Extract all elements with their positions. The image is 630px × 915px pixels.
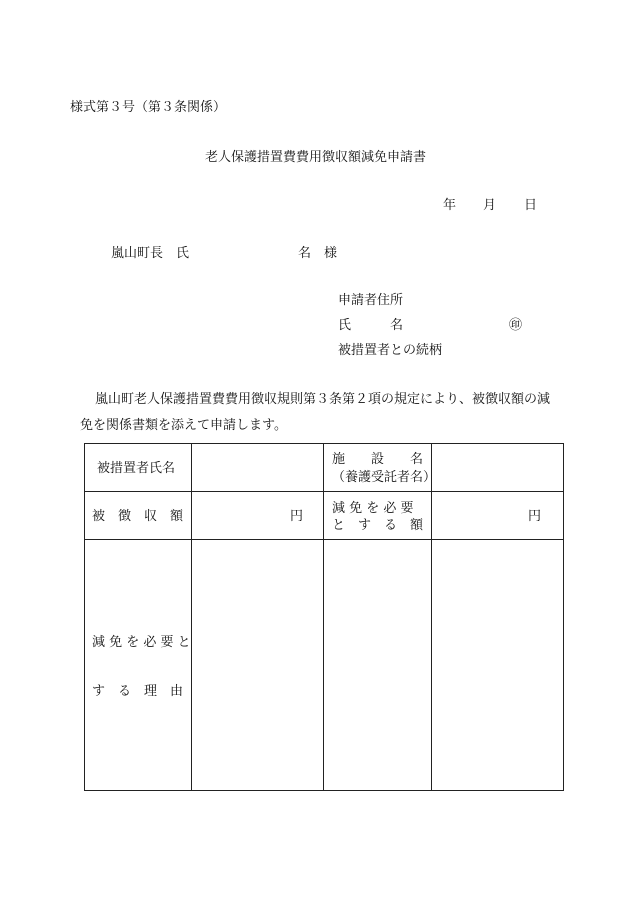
table-border-left [84, 443, 85, 791]
table-row-divider [84, 491, 564, 492]
collected-amount-yen-unit: 円 [290, 509, 304, 524]
addressee-suffix: 名 様 [298, 246, 338, 261]
facility-name-label: 施 設 名 [332, 452, 424, 467]
table-row-divider [84, 539, 564, 540]
body-paragraph-line-1: 嵐山町老人保護措置費費用徴収規則第３条第２項の規定により、被徴収額の減 [95, 392, 551, 407]
addressee-name: 嵐山町長 氏 [111, 246, 190, 261]
table-border-top [84, 443, 564, 444]
applicant-relation-label: 被措置者との続柄 [338, 343, 443, 358]
table-col-divider [191, 443, 192, 791]
seal-mark: ㊞ [509, 318, 523, 333]
table-border-right [563, 443, 564, 791]
date-day-label: 日 [524, 198, 538, 213]
reason-label: 減 免 を 必 要 と [92, 635, 191, 650]
applicant-name-label: 氏 名 [338, 318, 404, 333]
reduction-amount-label-line-2: と す る 額 [332, 518, 424, 533]
reduction-amount-yen-unit: 円 [528, 509, 542, 524]
table-col-divider [431, 443, 432, 791]
collected-amount-label: 被 徴 収 額 [92, 509, 184, 524]
table-border-bottom [84, 790, 564, 791]
document-title: 老人保護措置費費用徴収額減免申請書 [205, 150, 427, 165]
applicant-address-label: 申請者住所 [338, 293, 404, 308]
facility-name-sublabel: （養護受託者名） [332, 470, 437, 485]
form-number: 様式第３号（第３条関係） [70, 100, 227, 115]
table-col-divider [323, 443, 324, 791]
reduction-amount-label: 減 免 を 必 要 [332, 501, 414, 516]
person-name-label: 被措置者氏名 [97, 461, 176, 476]
body-paragraph-line-2: 免を関係書類を添えて申請します。 [80, 418, 287, 433]
reason-label-line-2: す る 理 由 [92, 684, 184, 699]
date-year-label: 年 [443, 198, 457, 213]
date-month-label: 月 [483, 198, 497, 213]
